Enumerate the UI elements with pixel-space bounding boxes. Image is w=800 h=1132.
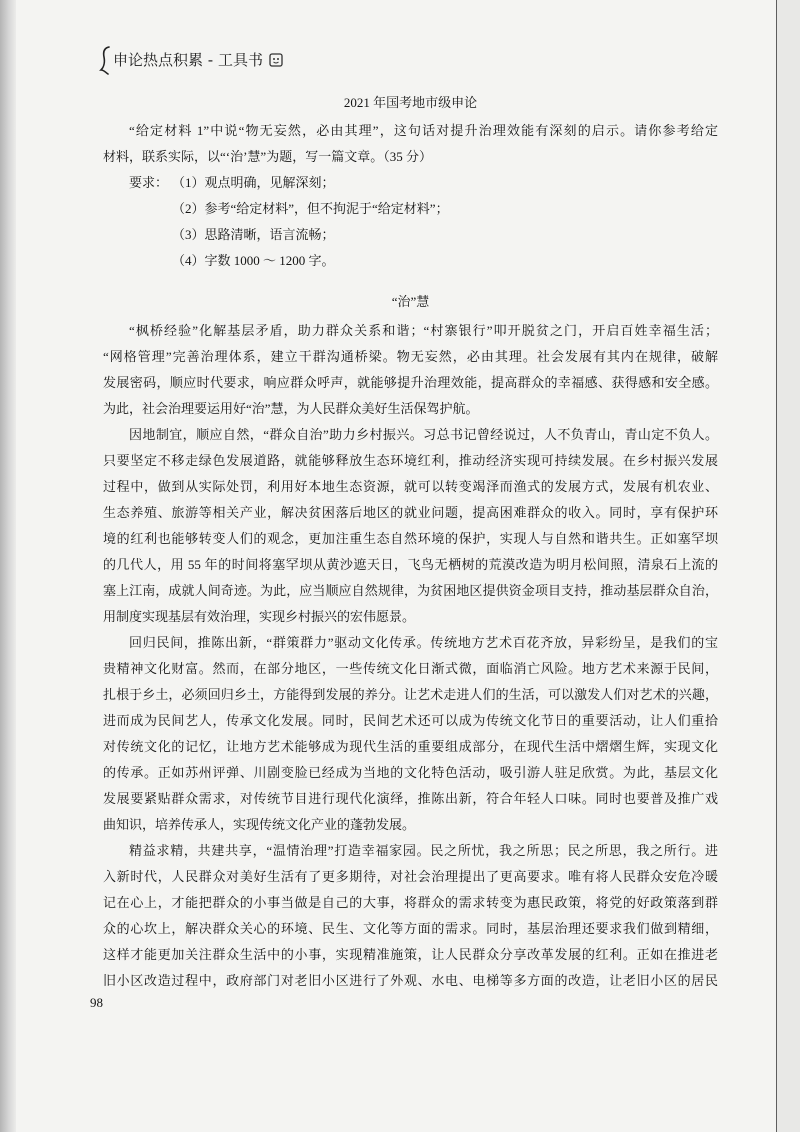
page-number: 98 — [90, 995, 103, 1010]
essay-paragraph — [103, 838, 718, 994]
running-header — [99, 46, 283, 74]
essay-title: “治”慧 — [391, 294, 430, 309]
essay-line: 境的红利也能够转变人们的观念，更加注重生态自然环境的保护，实现人与自然和谐共生。正如塞罕坝 — [103, 531, 718, 546]
header-label: 申论热点积累 - 工具书 — [113, 51, 263, 69]
essay-line: 塞上江南，成就人间奇迹。为此，应当顺应自然规律，为贫困地区提供资金项目支持，推动基层群众自治， — [103, 583, 718, 598]
essay-line: 对传统文化的记忆，让地方艺术能够成为现代生活的重要组成部分，在现代生活中熠熠生辉，实现文化 — [103, 739, 718, 754]
requirement-item: （2）参考“给定材料”，但不拘泥于“给定材料”； — [172, 201, 449, 216]
essay-line: 这样才能更加关注群众生活中的小事，实现精准施策，让人民群众分享改革发展的红利。正如在推进老 — [103, 947, 718, 962]
essay-body — [103, 318, 718, 994]
essay-line: 精益求精，共建共享，“温情治理”打造幸福家园。民之所忧，我之所思；民之所思，我之所行。进 — [129, 843, 718, 858]
essay-line: 因地制宜，顺应自然，“群众自治”助力乡村振兴。习总书记曾经说过，人不负青山，青山定不负人。 — [129, 427, 718, 442]
requirements-label: 要求： — [129, 175, 169, 190]
page-edge-line — [776, 0, 777, 1132]
scan-left-shadow — [0, 0, 16, 1132]
requirement-item: （1）观点明确，见解深刻； — [172, 175, 335, 190]
essay-line: 记在心上，才能把群众的小事当做是自己的大事，将群众的需求转变为惠民政策，将党的好政策落到群 — [103, 895, 718, 910]
essay-line: 回归民间，推陈出新，“群策群力”驱动文化传承。传统地方艺术百花齐放，异彩纷呈，是我们的宝 — [129, 635, 718, 650]
question-line: 材料，联系实际，以“‘治’慧”为题，写一篇文章。（35 分） — [103, 149, 432, 164]
essay-line: 用制度实现基层有效治理，实现乡村振兴的宏伟愿景。 — [103, 609, 416, 624]
essay-paragraph — [103, 630, 718, 838]
essay-line: 发展密码，顺应时代要求，响应群众呼声，就能够提升治理效能，提高群众的幸福感、获得感和安全感。 — [103, 375, 718, 390]
essay-line: 旧小区改造过程中，政府部门对老旧小区进行了外观、水电、电梯等多方面的改造，让老旧小区的居民 — [103, 973, 718, 988]
essay-line: 的传承。正如苏州评弹、川剧变脸已经成为当地的文化特色活动，吸引游人驻足欣赏。为此，基层文化 — [103, 765, 718, 780]
essay-line: 为此，社会治理要运用好“治”慧，为人民群众美好生活保驾护航。 — [103, 401, 479, 416]
essay-line: 进而成为民间艺人，传承文化发展。同时，民间艺术还可以成为传统文化节日的重要活动，让人们重拾 — [103, 713, 718, 728]
essay-paragraph — [103, 318, 718, 422]
essay-line: 只要坚定不移走绿色发展道路，就能够释放生态环境红利，推动经济实现可持续发展。在乡村振兴发展 — [103, 453, 718, 468]
essay-line: 曲知识，培养传承人，实现传统文化产业的蓬勃发展。 — [103, 817, 416, 832]
question-line: “给定材料 1”中说“物无妄然，必由其理”，这句话对提升治理效能有深刻的启示。请你参考给定 — [129, 123, 718, 138]
essay-line: 的几代人，用 55 年的时间将塞罕坝从黄沙遮天日，飞鸟无栖树的荒漠改造为明月松间照，清泉石上流的 — [103, 557, 718, 572]
essay-line: “枫桥经验”化解基层矛盾，助力群众关系和谐；“村寨银行”叩开脱贫之门，开启百姓幸福生活； — [129, 323, 718, 338]
requirement-item: （3）思路清晰，语言流畅； — [172, 227, 335, 242]
requirement-item: （4）字数 1000 ～ 1200 字。 — [172, 253, 335, 268]
essay-paragraph — [103, 422, 718, 630]
essay-line: 扎根于乡土，必须回归乡土，方能得到发展的养分。让艺术走进人们的生活，可以激发人们对艺术的兴趣， — [103, 687, 718, 702]
bracket-icon — [99, 45, 111, 75]
question-block — [103, 118, 718, 274]
essay-line: 众的心坎上，解决群众关心的环境、民生、文化等方面的需求。同时，基层治理还要求我们做到精细， — [103, 921, 718, 936]
scan-right-margin — [777, 0, 800, 1132]
essay-line: 生态养殖、旅游等相关产业，解决贫困落后地区的就业问题，提高困难群众的收入。同时，享有保护环 — [103, 505, 718, 520]
essay-line: 入新时代，人民群众对美好生活有了更多期待，对社会治理提出了更高要求。唯有将人民群众安危冷暖 — [103, 869, 718, 884]
exam-title: 2021 年国考地市级申论 — [343, 95, 478, 110]
essay-line: 发展要紧贴群众需求，对传统节目进行现代化演绎，推陈出新，符合年轻人口味。同时也要普及推广戏 — [103, 791, 718, 806]
essay-line: 过程中，做到从实际处罚，利用好本地生态资源，就可以转变竭泽而渔式的发展方式，发展有机农业、 — [103, 479, 718, 494]
essay-line: “网格管理”完善治理体系，建立干群沟通桥梁。物无妄然，必由其理。社会发展有其内在规律，破解 — [103, 349, 718, 364]
requirement-row — [103, 170, 718, 196]
boxed-mark-icon — [269, 53, 283, 67]
essay-line: 贵精神文化财富。然而，在部分地区，一些传统文化日渐式微，面临消亡风险。地方艺术来源于民间， — [103, 661, 718, 676]
